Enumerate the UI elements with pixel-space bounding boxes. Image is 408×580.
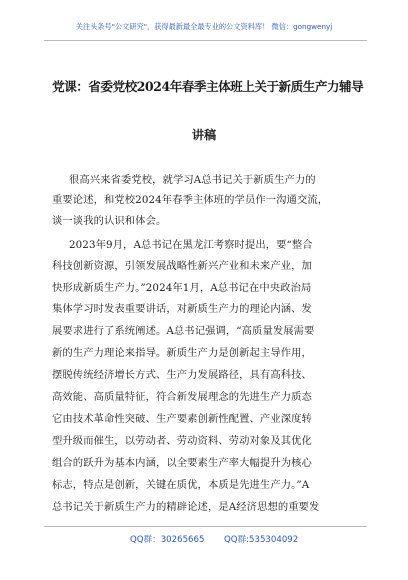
paragraph-line: 总书记关于新质生产力的精辟论述，是A经济思想的重要发 bbox=[52, 501, 320, 513]
paragraph-line: 高效能、高质量特征，符合新发展理念的先进生产力质态 bbox=[52, 391, 312, 403]
paragraph-line: 新的生产力理论来指导。新质生产力是创新起主导作用， bbox=[52, 347, 312, 359]
paragraph-line: 快形成新质生产力。”2024年1月，A总书记在中央政治局 bbox=[52, 282, 312, 294]
header-divider bbox=[44, 40, 367, 41]
document-title: 党课：省委党校2024年春季主体班上关于新质生产力辅导 bbox=[52, 79, 364, 94]
paragraph-line: 标志，特点是创新，关键在质优，本质是先进生产力。”A bbox=[52, 479, 310, 491]
paragraph-line: 2023年9月，A总书记在黑龙江考察时提出，要“整合 bbox=[69, 239, 313, 251]
footer-qq-group-left: QQ群：30265665 bbox=[130, 535, 205, 545]
paragraph-line: 集体学习时发表重要讲话，对新质生产力的理论内涵、发 bbox=[52, 303, 312, 315]
header-banner: 关注头条号"公文研究"，获得最新最全最专业的公文资料库！ 微信：gongwenyj bbox=[75, 22, 333, 31]
paragraph-line: 很高兴来省委党校，就学习A总书记关于新质生产力的 bbox=[69, 174, 316, 186]
document-subtitle: 讲稿 bbox=[191, 128, 217, 142]
paragraph-line: 型升级而催生，以劳动者、劳动资料、劳动对象及其优化 bbox=[52, 435, 312, 447]
paragraph-line: 科技创新资源，引领发展战略性新兴产业和未来产业，加 bbox=[52, 260, 312, 272]
paragraph-line: 重要论述，和党校2024年春季主体班的学员作一沟通交流， bbox=[52, 194, 329, 206]
paragraph-line: 摆脱传统经济增长方式、生产力发展路径，具有高科技、 bbox=[52, 369, 312, 381]
paragraph-line: 展要求进行了系统阐述。A总书记强调，“高质量发展需要 bbox=[52, 325, 315, 337]
paragraph-line: 它由技术革命性突破、生产要素创新性配置、产业深度转 bbox=[52, 413, 312, 425]
footer-divider bbox=[44, 526, 367, 527]
footer-qq-group-right: QQ群:535304092 bbox=[224, 535, 299, 545]
paragraph-line: 组合的跃升为基本内涵，以全要素生产率大幅提升为核心 bbox=[52, 457, 312, 469]
paragraph-line: 谈一谈我的认识和体会。 bbox=[52, 215, 167, 227]
